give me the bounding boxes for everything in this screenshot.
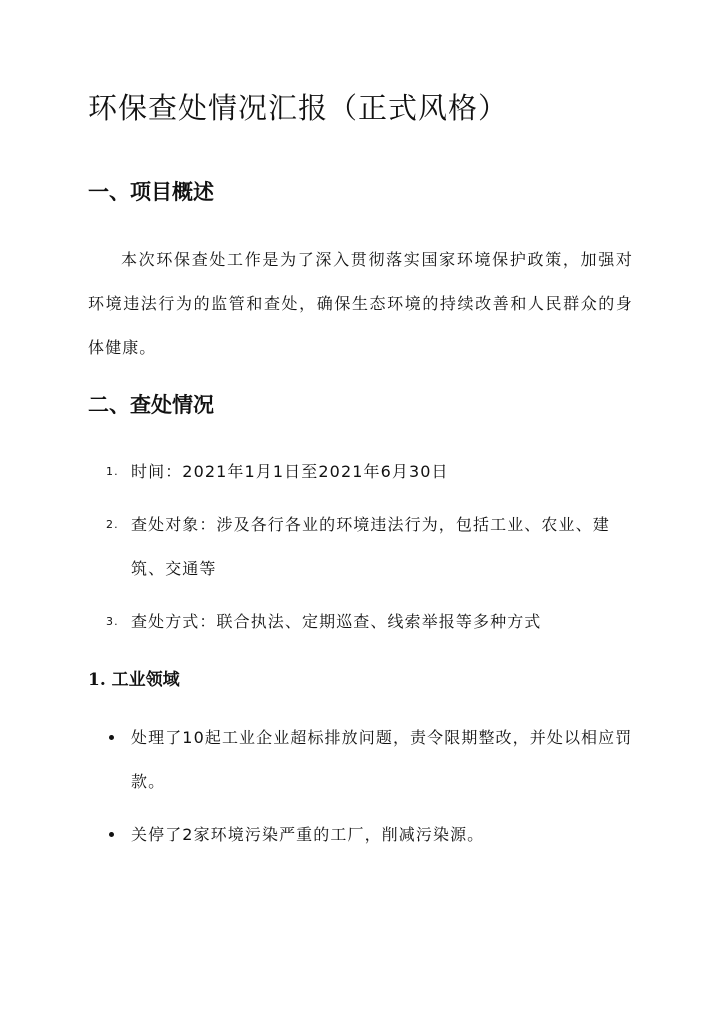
bullet-item-text: 关停了2家环境污染严重的工厂，削减污染源。 — [131, 825, 485, 844]
bullet-dot-icon — [109, 735, 114, 740]
bullet-item-text: 处理了10起工业企业超标排放问题，责令限期整改，并处以相应罚款。 — [131, 728, 633, 791]
overview-paragraph: 本次环保查处工作是为了深入贯彻落实国家环境保护政策，加强对环境违法行为的监管和查处，确保生态环境的持续改善和人民群众的身体健康。 — [88, 250, 633, 357]
list-item-number: 2. — [106, 518, 119, 531]
section-heading-investigation: 二、查处情况 — [88, 393, 214, 417]
list-item-number: 3. — [106, 615, 119, 628]
list-item — [106, 503, 636, 591]
subsection-heading-industry: 1. 工业领域 — [88, 670, 180, 690]
list-item — [106, 450, 636, 494]
list-item-text: 时间：2021年1月1日至2021年6月30日 — [131, 462, 449, 481]
list-item — [106, 600, 636, 644]
industry-bullet-list — [106, 716, 636, 866]
section-heading-overview: 一、项目概述 — [88, 180, 214, 204]
bullet-item — [106, 813, 636, 857]
bullet-dot-icon — [109, 832, 114, 837]
document-title: 环保查处情况汇报（正式风格） — [88, 91, 509, 125]
bullet-item — [106, 716, 636, 804]
investigation-list — [106, 450, 636, 653]
list-item-number: 1. — [106, 465, 119, 478]
list-item-text: 查处对象：涉及各行各业的环境违法行为，包括工业、农业、建筑、交通等 — [131, 515, 610, 578]
list-item-text: 查处方式：联合执法、定期巡查、线索举报等多种方式 — [131, 612, 542, 631]
